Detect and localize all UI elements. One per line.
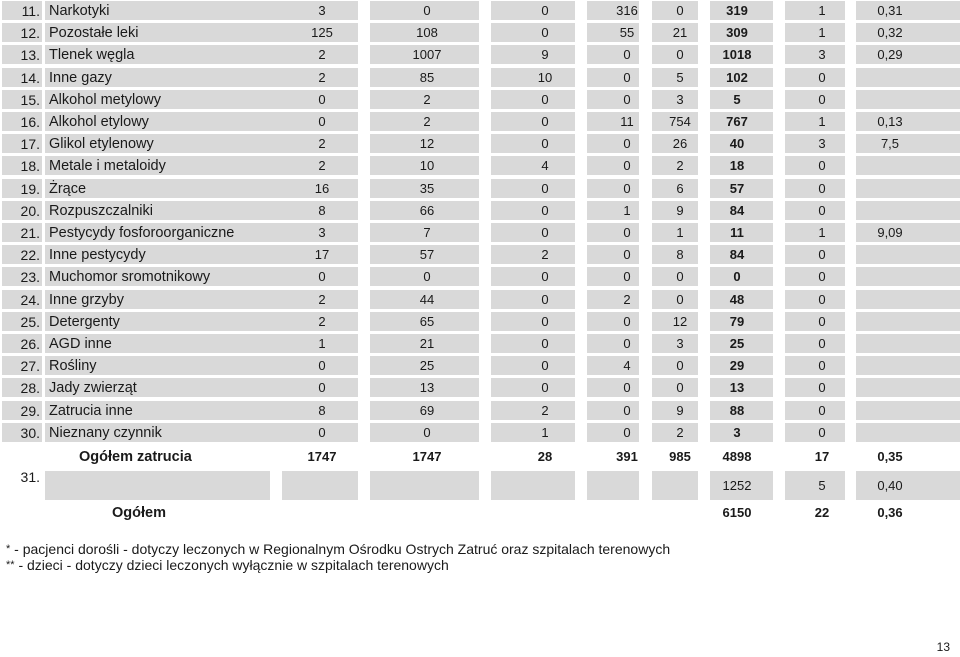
value-cell: [865, 311, 915, 333]
value-cell: 9: [541, 47, 549, 63]
value-cell: 3: [676, 336, 684, 351]
value-cell: 0: [318, 424, 326, 440]
value-cell: 0: [623, 225, 631, 240]
total-value-cell: 5: [818, 478, 826, 493]
row-number: 18.: [20, 158, 40, 175]
total-value-cell: 6150: [722, 505, 752, 520]
value-cell: 0: [623, 247, 631, 263]
footnote-adults: [6, 541, 670, 557]
value-cell: 0: [318, 269, 326, 285]
row-number: 11.: [21, 3, 40, 19]
total-value-cell: 0,40: [877, 478, 903, 493]
substance-name: Nieznany czynnik: [49, 424, 162, 441]
value-cell: 2: [541, 402, 549, 418]
value-cell: 21: [672, 25, 688, 41]
substance-name: Metale i metaloidy: [49, 158, 166, 175]
value-cell: 0: [676, 47, 684, 63]
value-cell: 11: [730, 225, 744, 240]
value-cell: 4: [541, 158, 549, 174]
table-row: [0, 222, 960, 244]
value-cell: 2: [318, 291, 326, 307]
value-cell: [865, 266, 915, 288]
value-cell: 18: [729, 158, 745, 174]
value-cell: 0: [623, 336, 631, 351]
footnote-mark: **: [6, 559, 15, 571]
footnotes: [6, 541, 670, 573]
value-cell: 4: [623, 358, 631, 374]
row-number: 26.: [20, 336, 40, 352]
value-cell: 0: [818, 402, 826, 418]
value-cell: 3: [318, 3, 326, 18]
value-cell: 17: [314, 247, 330, 263]
value-cell: 2: [423, 91, 431, 107]
value-cell: 84: [729, 202, 745, 218]
value-cell: 21: [419, 336, 435, 351]
value-cell: 85: [419, 69, 435, 85]
value-cell: 3: [318, 225, 326, 240]
substance-name: Rozpuszczalniki: [49, 202, 153, 219]
value-cell: 0: [623, 47, 631, 63]
value-cell: [865, 289, 915, 311]
substance-name: Jady zwierząt: [49, 380, 137, 397]
value-cell: 0: [818, 291, 826, 307]
table-row: [0, 200, 960, 222]
substance-name: Narkotyki: [49, 3, 110, 19]
value-cell: 0: [541, 380, 549, 396]
value-cell: [865, 377, 915, 399]
row-number: 22.: [20, 247, 40, 264]
row-number: 20.: [20, 202, 40, 219]
value-cell: 55: [619, 25, 635, 41]
totals-label: Ogółem: [112, 505, 166, 521]
value-cell: 0: [818, 336, 826, 351]
value-cell: 11: [620, 114, 634, 129]
row-number: 12.: [20, 25, 40, 42]
totals-label: Ogółem zatrucia: [79, 449, 192, 465]
value-cell: 0: [623, 180, 631, 196]
value-cell: 40: [729, 136, 745, 152]
value-cell: 2: [318, 158, 326, 174]
value-cell: 2: [676, 424, 684, 440]
value-cell: 3: [818, 47, 826, 63]
value-cell: 84: [729, 247, 745, 263]
value-cell: 0: [541, 269, 549, 285]
value-cell: 25: [419, 358, 435, 374]
total-value-cell: 22: [814, 505, 830, 520]
substance-name: Pozostałe leki: [49, 25, 139, 42]
substance-name: Inne gazy: [49, 69, 112, 86]
value-cell: 0: [318, 91, 326, 107]
value-cell: 2: [623, 291, 631, 307]
substance-name: Muchomor sromotnikowy: [49, 269, 211, 286]
row-shade: [491, 471, 575, 500]
table-row: [0, 311, 960, 333]
value-cell: [865, 244, 915, 266]
value-cell: 0: [541, 225, 549, 240]
substance-name: AGD inne: [49, 336, 112, 352]
value-cell: 2: [423, 114, 431, 129]
value-cell: 88: [729, 402, 745, 418]
value-cell: 1: [818, 25, 826, 41]
substance-name: Pestycydy fosforoorganiczne: [49, 225, 235, 241]
row-number: 16.: [20, 114, 40, 130]
row-number: 30.: [20, 424, 40, 441]
value-cell: 1: [318, 336, 326, 351]
substance-name: Glikol etylenowy: [49, 136, 154, 153]
value-cell: 26: [672, 136, 688, 152]
row-shade: [370, 471, 479, 500]
value-cell: 0: [541, 180, 549, 196]
value-cell: 0,31: [877, 3, 903, 18]
substance-name: Alkohol etylowy: [49, 114, 149, 130]
value-cell: 8: [318, 402, 326, 418]
value-cell: 3: [733, 424, 741, 440]
value-cell: [865, 400, 915, 422]
value-cell: 6: [676, 180, 684, 196]
value-cell: 7,5: [880, 136, 900, 152]
value-cell: 5: [733, 91, 741, 107]
value-cell: 66: [419, 202, 435, 218]
value-cell: 5: [676, 69, 684, 85]
value-cell: 0: [676, 3, 684, 18]
row-shade: [652, 471, 698, 500]
value-cell: 0: [623, 136, 631, 152]
value-cell: 12: [419, 136, 435, 152]
table-row: [0, 155, 960, 177]
value-cell: [865, 333, 915, 355]
value-cell: 8: [318, 202, 326, 218]
row-number: 31.: [20, 469, 40, 485]
table-row: [0, 244, 960, 266]
value-cell: 0: [818, 358, 826, 374]
value-cell: 16: [314, 180, 330, 196]
value-cell: [865, 422, 915, 444]
row-number: 29.: [20, 402, 40, 419]
value-cell: 0: [623, 424, 631, 440]
footnote-text: - pacjenci dorośli - dotyczy leczonych w Regionalnym Ośrodku Ostrych Zatruć oraz szpitalach terenowych: [10, 541, 671, 557]
total-value-cell: 4898: [722, 449, 752, 464]
value-cell: 125: [311, 25, 333, 41]
table-row: [0, 22, 960, 44]
value-cell: 0: [676, 380, 684, 396]
value-cell: 2: [541, 247, 549, 263]
substance-name: Inne grzyby: [49, 291, 124, 308]
value-cell: 7: [423, 225, 431, 240]
row-number: 13.: [20, 47, 40, 64]
value-cell: 1: [818, 3, 826, 18]
value-cell: 0: [541, 91, 549, 107]
value-cell: 0: [541, 313, 549, 329]
total-value-cell: 17: [814, 449, 830, 464]
row-shade: [45, 471, 270, 500]
table-row: [0, 377, 960, 399]
value-cell: 0: [623, 269, 631, 285]
value-cell: 12: [672, 313, 688, 329]
total-value-cell: 0,36: [877, 505, 903, 520]
value-cell: 1: [541, 424, 549, 440]
row-number: 19.: [20, 180, 40, 197]
value-cell: 0: [623, 380, 631, 396]
footnote-children: [6, 557, 670, 573]
value-cell: 2: [676, 158, 684, 174]
value-cell: 1018: [722, 47, 752, 63]
page-number: 13: [936, 640, 950, 654]
value-cell: 0: [541, 136, 549, 152]
value-cell: 2: [318, 69, 326, 85]
total-value-cell: 1747: [307, 449, 337, 464]
table-row: [0, 44, 960, 66]
value-cell: 3: [818, 136, 826, 152]
value-cell: 35: [419, 180, 435, 196]
value-cell: 0: [676, 269, 684, 285]
value-cell: 9: [676, 402, 684, 418]
value-cell: 69: [419, 402, 435, 418]
value-cell: 0: [818, 180, 826, 196]
value-cell: 13: [419, 380, 435, 396]
value-cell: 0: [676, 358, 684, 374]
value-cell: 108: [416, 25, 438, 41]
value-cell: 0: [541, 202, 549, 218]
table-row: [0, 422, 960, 444]
totals-row-zatrucia: [0, 446, 960, 468]
value-cell: 0: [818, 91, 826, 107]
table-row: [0, 400, 960, 422]
value-cell: 57: [729, 180, 745, 196]
totals-row-middle: [0, 469, 960, 503]
value-cell: 0: [423, 3, 431, 18]
table-row: [0, 333, 960, 355]
row-number: 21.: [20, 225, 40, 241]
total-value-cell: 1252: [722, 478, 752, 493]
value-cell: 0: [623, 313, 631, 329]
value-cell: 0: [818, 313, 826, 329]
value-cell: 0: [318, 358, 326, 374]
value-cell: 79: [729, 313, 745, 329]
footnote-mark: *: [6, 543, 11, 555]
value-cell: 2: [318, 47, 326, 63]
value-cell: 9,09: [877, 225, 903, 240]
value-cell: 0: [423, 424, 431, 440]
value-cell: 0: [541, 114, 549, 129]
value-cell: 102: [726, 69, 748, 85]
value-cell: 44: [419, 291, 435, 307]
table-row: [0, 178, 960, 200]
row-number: 25.: [20, 313, 40, 330]
table-row: [0, 111, 960, 133]
value-cell: 309: [726, 25, 748, 41]
substance-name: Inne pestycydy: [49, 247, 146, 264]
row-number: 24.: [20, 291, 40, 308]
value-cell: 0: [818, 424, 826, 440]
substance-name: Żrące: [49, 180, 87, 197]
value-cell: 0: [818, 69, 826, 85]
substance-name: Rośliny: [49, 358, 97, 375]
row-number: 27.: [20, 358, 40, 375]
value-cell: 0,13: [877, 114, 903, 129]
value-cell: 1007: [412, 47, 442, 63]
table-row: [0, 289, 960, 311]
footnote-text: - dzieci - dotyczy dzieci leczonych wyłącznie w szpitalach terenowych: [14, 557, 449, 573]
row-shade: [587, 471, 639, 500]
value-cell: 0: [623, 402, 631, 418]
value-cell: 0: [318, 380, 326, 396]
value-cell: 0: [541, 358, 549, 374]
value-cell: 2: [318, 313, 326, 329]
value-cell: [865, 67, 915, 89]
value-cell: 767: [726, 114, 748, 129]
table-row: [0, 133, 960, 155]
value-cell: 2: [318, 136, 326, 152]
value-cell: 0: [818, 158, 826, 174]
row-number: 14.: [20, 69, 40, 86]
row-number: 23.: [20, 269, 40, 286]
value-cell: 0: [623, 69, 631, 85]
value-cell: 0: [318, 114, 326, 129]
value-cell: [865, 155, 915, 177]
substance-name: Zatrucia inne: [49, 402, 133, 419]
value-cell: 0: [818, 202, 826, 218]
value-cell: [865, 355, 915, 377]
value-cell: 0: [541, 3, 549, 18]
value-cell: 0,29: [877, 47, 903, 63]
value-cell: 0: [541, 25, 549, 41]
value-cell: 1: [818, 225, 826, 240]
row-shade: [282, 471, 358, 500]
value-cell: 13: [729, 380, 745, 396]
value-cell: 8: [676, 247, 684, 263]
table-row: [0, 266, 960, 288]
value-cell: 1: [623, 202, 631, 218]
value-cell: 0: [733, 269, 741, 285]
row-number: 17.: [20, 136, 40, 153]
totals-row-ogolem: [0, 502, 960, 524]
table-row: [0, 67, 960, 89]
total-value-cell: 28: [537, 449, 553, 464]
value-cell: 3: [676, 91, 684, 107]
substance-name: Tlenek węgla: [49, 47, 135, 64]
value-cell: 0: [541, 291, 549, 307]
value-cell: 9: [676, 202, 684, 218]
value-cell: 319: [726, 3, 748, 18]
value-cell: 48: [729, 291, 745, 307]
row-number: 28.: [20, 380, 40, 397]
value-cell: 0: [818, 380, 826, 396]
value-cell: 0: [676, 291, 684, 307]
substance-name: Alkohol metylowy: [49, 91, 162, 108]
value-cell: 65: [419, 313, 435, 329]
total-value-cell: 391: [616, 449, 638, 464]
value-cell: 1: [676, 225, 684, 240]
table-row: [0, 355, 960, 377]
value-cell: 0: [818, 247, 826, 263]
value-cell: 25: [729, 336, 745, 351]
value-cell: 29: [729, 358, 745, 374]
value-cell: 57: [419, 247, 435, 263]
value-cell: 0: [423, 269, 431, 285]
value-cell: [865, 200, 915, 222]
value-cell: 0: [818, 269, 826, 285]
value-cell: 0: [541, 336, 549, 351]
value-cell: 0,32: [877, 25, 903, 41]
substance-name: Detergenty: [49, 313, 120, 330]
total-value-cell: 0,35: [877, 449, 903, 464]
value-cell: 10: [537, 69, 553, 85]
value-cell: 0: [623, 91, 631, 107]
table-row: [0, 0, 960, 22]
total-value-cell: 985: [669, 449, 691, 464]
value-cell: 754: [669, 114, 691, 129]
row-number: 15.: [20, 91, 40, 108]
value-cell: 316: [616, 3, 638, 18]
value-cell: [865, 178, 915, 200]
value-cell: 0: [623, 158, 631, 174]
value-cell: [865, 89, 915, 111]
total-value-cell: 1747: [412, 449, 442, 464]
value-cell: 1: [818, 114, 826, 129]
table-row: [0, 89, 960, 111]
value-cell: 10: [419, 158, 435, 174]
